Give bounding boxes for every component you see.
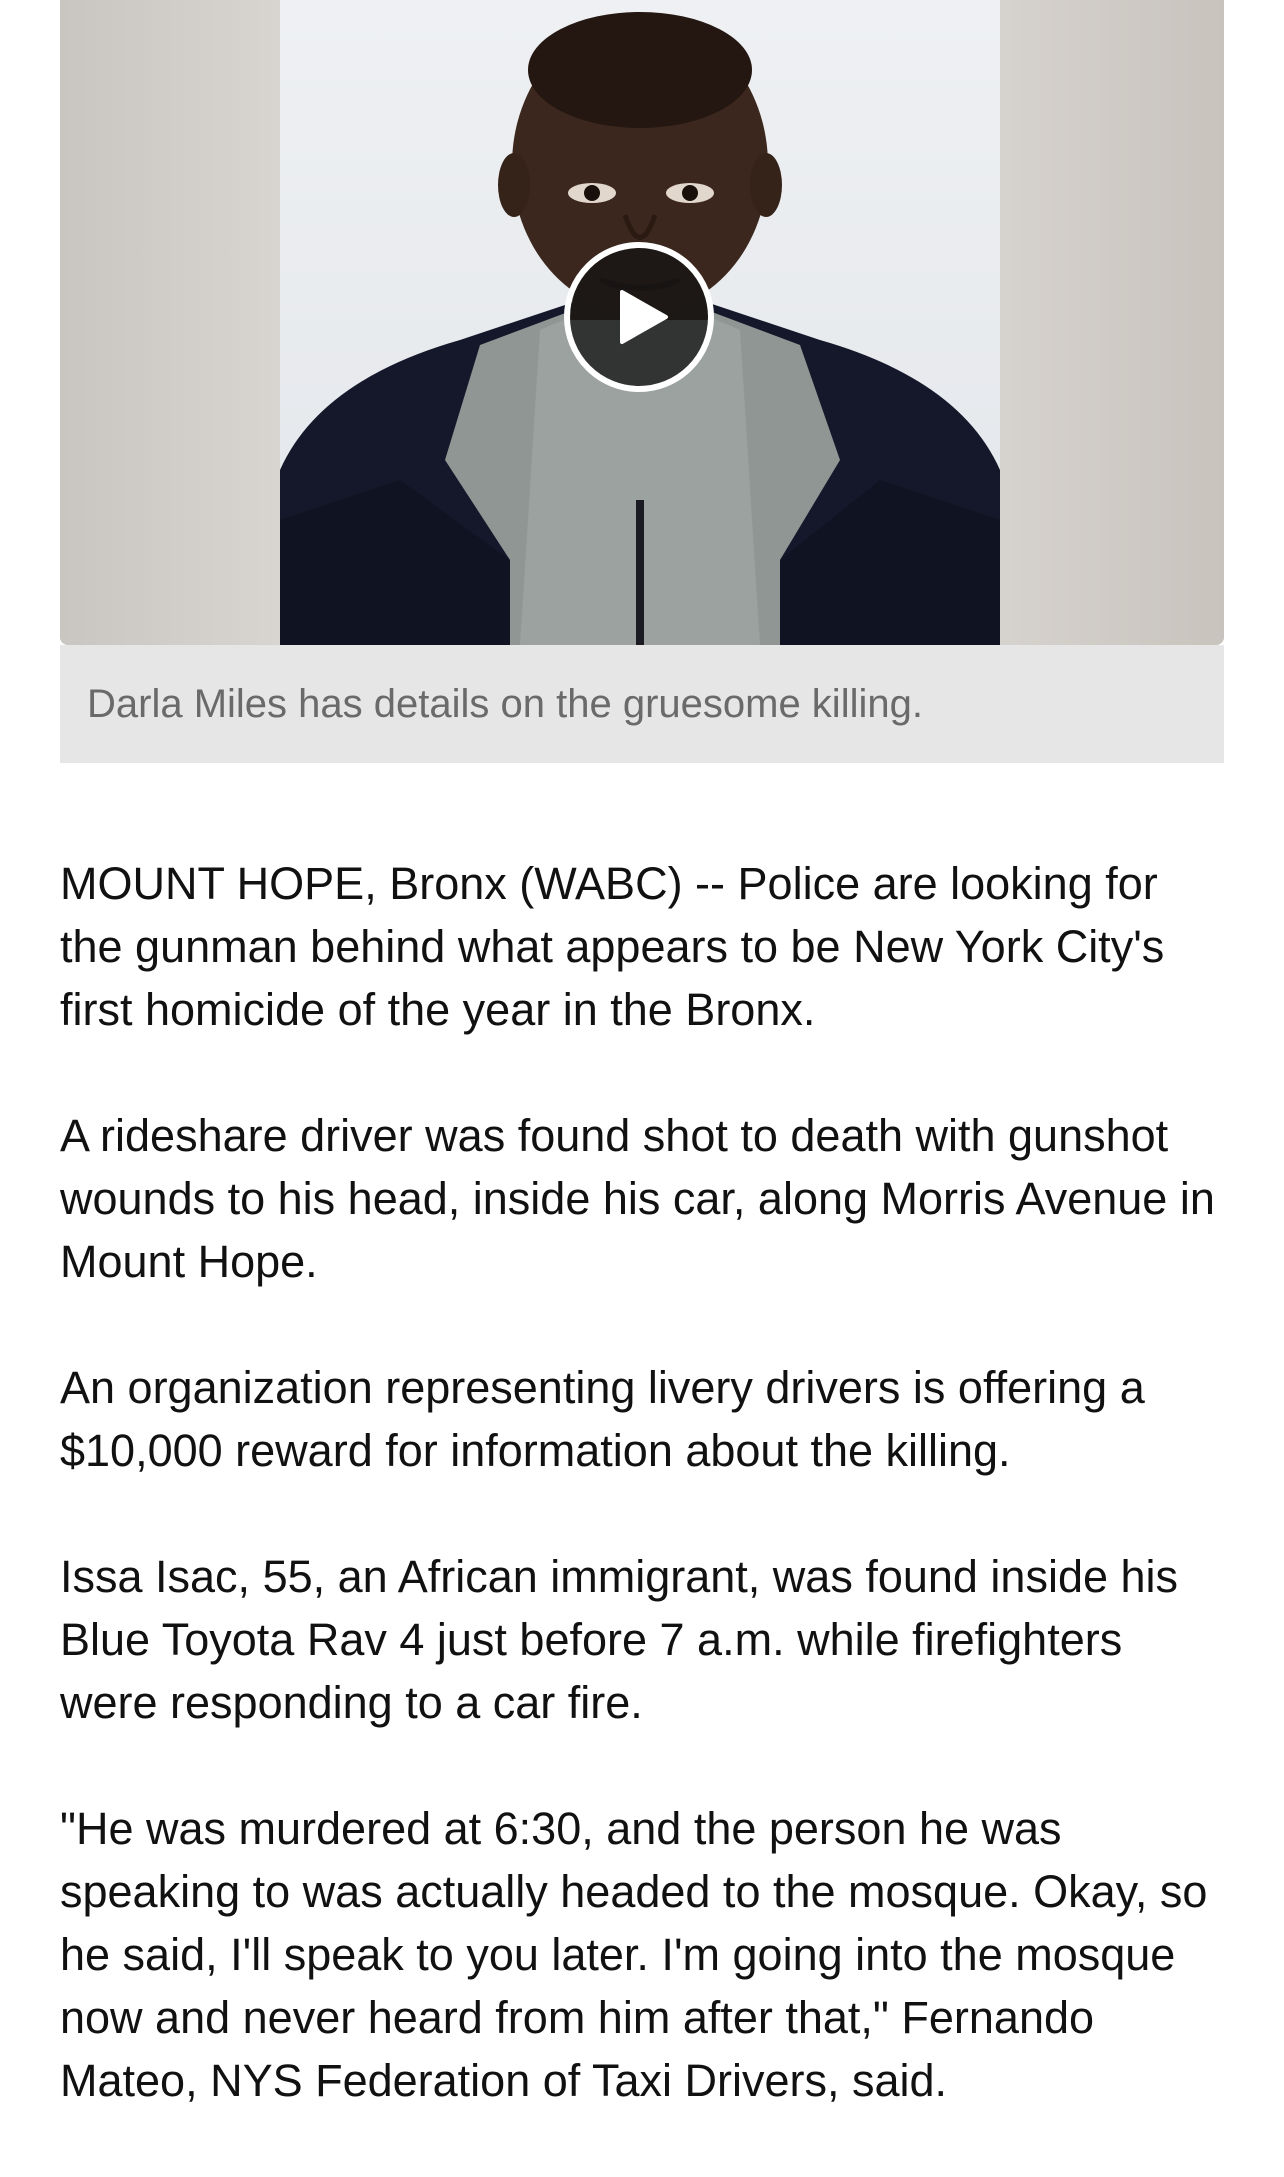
video-caption-text: Darla Miles has details on the gruesome killing.	[87, 681, 923, 726]
article-paragraph: A rideshare driver was found shot to death with gunshot wounds to his head, inside his car, along Morris Avenue in Mount Hope.	[60, 1110, 1215, 1287]
article-paragraph: An organization representing livery drivers is offering a $10,000 reward for information about the killing.	[60, 1362, 1145, 1476]
video-background-left	[60, 0, 280, 645]
video-block	[60, 0, 1224, 763]
article-body	[60, 852, 1230, 2175]
video-caption	[60, 645, 1224, 763]
play-icon	[618, 288, 670, 346]
article-paragraph: "He was murdered at 6:30, and the person he was speaking to was actually headed to the mosque. Okay, so he said, I'll speak to you later. I'm going into the mosque now and never heard from him after that," Fernando Mateo, NYS Federation of Taxi Drivers, said.	[60, 1803, 1208, 2106]
article-paragraph: Issa Isac, 55, an African immigrant, was found inside his Blue Toyota Rav 4 just before 7 a.m. while firefighters were responding to a car fire.	[60, 1551, 1179, 1728]
video-player[interactable]	[60, 0, 1224, 645]
article-paragraph: MOUNT HOPE, Bronx (WABC) -- Police are looking for the gunman behind what appears to be New York City's first homicide of the year in the Bronx.	[60, 858, 1165, 1035]
video-background-right	[1000, 0, 1224, 645]
play-button[interactable]	[564, 242, 714, 392]
